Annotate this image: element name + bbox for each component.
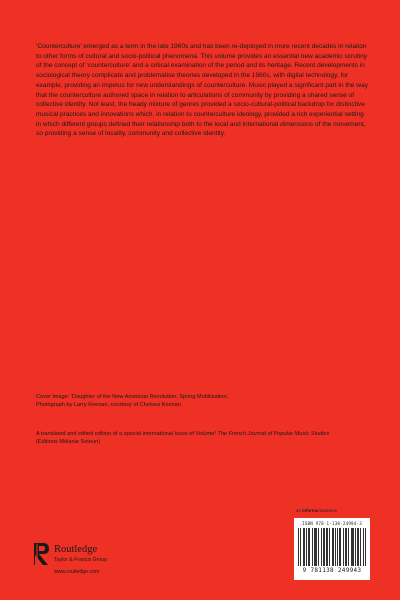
informa-brand: informa (302, 508, 319, 513)
edition-note (36, 430, 368, 447)
cover-credit-line-2: Photograph by Larry Keenan, courtesy of Chelsea Keenan (36, 402, 181, 409)
isbn-label: ISBN 978-1-138-24994-3 (302, 521, 362, 526)
edition-prefix: A translated and edited edition of a special international issue of (36, 431, 196, 437)
cover-image-credit (36, 393, 368, 410)
barcode-bars (298, 528, 366, 566)
informa-business-label (296, 508, 337, 514)
publisher-url: www.routledge.com (54, 569, 100, 575)
informa-prefix: an (296, 508, 301, 513)
edition-publisher: (Éditions Mélanie Seteun) (36, 439, 101, 446)
routledge-r-logo-icon (33, 542, 51, 566)
edition-journal-title: Volume! The French Journal of Popular Music Studies (195, 431, 330, 437)
publisher-group: Taylor & Francis Group (54, 557, 108, 563)
blurb-text: ‘Counterculture’ emerged as a term in the late 1960s and has been re-deployed in more recent decades in relation to other forms of cultural and socio-political phenomena. This volume provides an essential new academic scrutiny of the concept of ‘counterculture’ and a critical examination of the period and its heritage. Recent developments in sociological theory complicate and problematise theories developed in the 1960s, with digital technology, for example, providing an impetus for new understandings of counterculture. Music played a significant part in the way that the counterculture authored space in relation to articulations of community by providing a shared sense of collective identity. Not least, the heady mixture of genres provided a socio-cultural-political backdrop for distinctive musical practices and innovations which, in relation to counterculture ideology, provided a rich experiential setting in which different groups defined their relationship both to the local and international dimensions of the movement, so providing a sense of locality, community and collective identity. (36, 43, 368, 138)
publisher-name: Routledge (54, 544, 98, 555)
cover-credit-line-1: Cover image: ‘Daughter of the New American Revolution, Spring Mobilization’. (36, 394, 230, 400)
barcode-digits: 9 781138 249943 (302, 567, 362, 574)
isbn-barcode (294, 518, 370, 580)
informa-suffix: business (319, 508, 337, 513)
